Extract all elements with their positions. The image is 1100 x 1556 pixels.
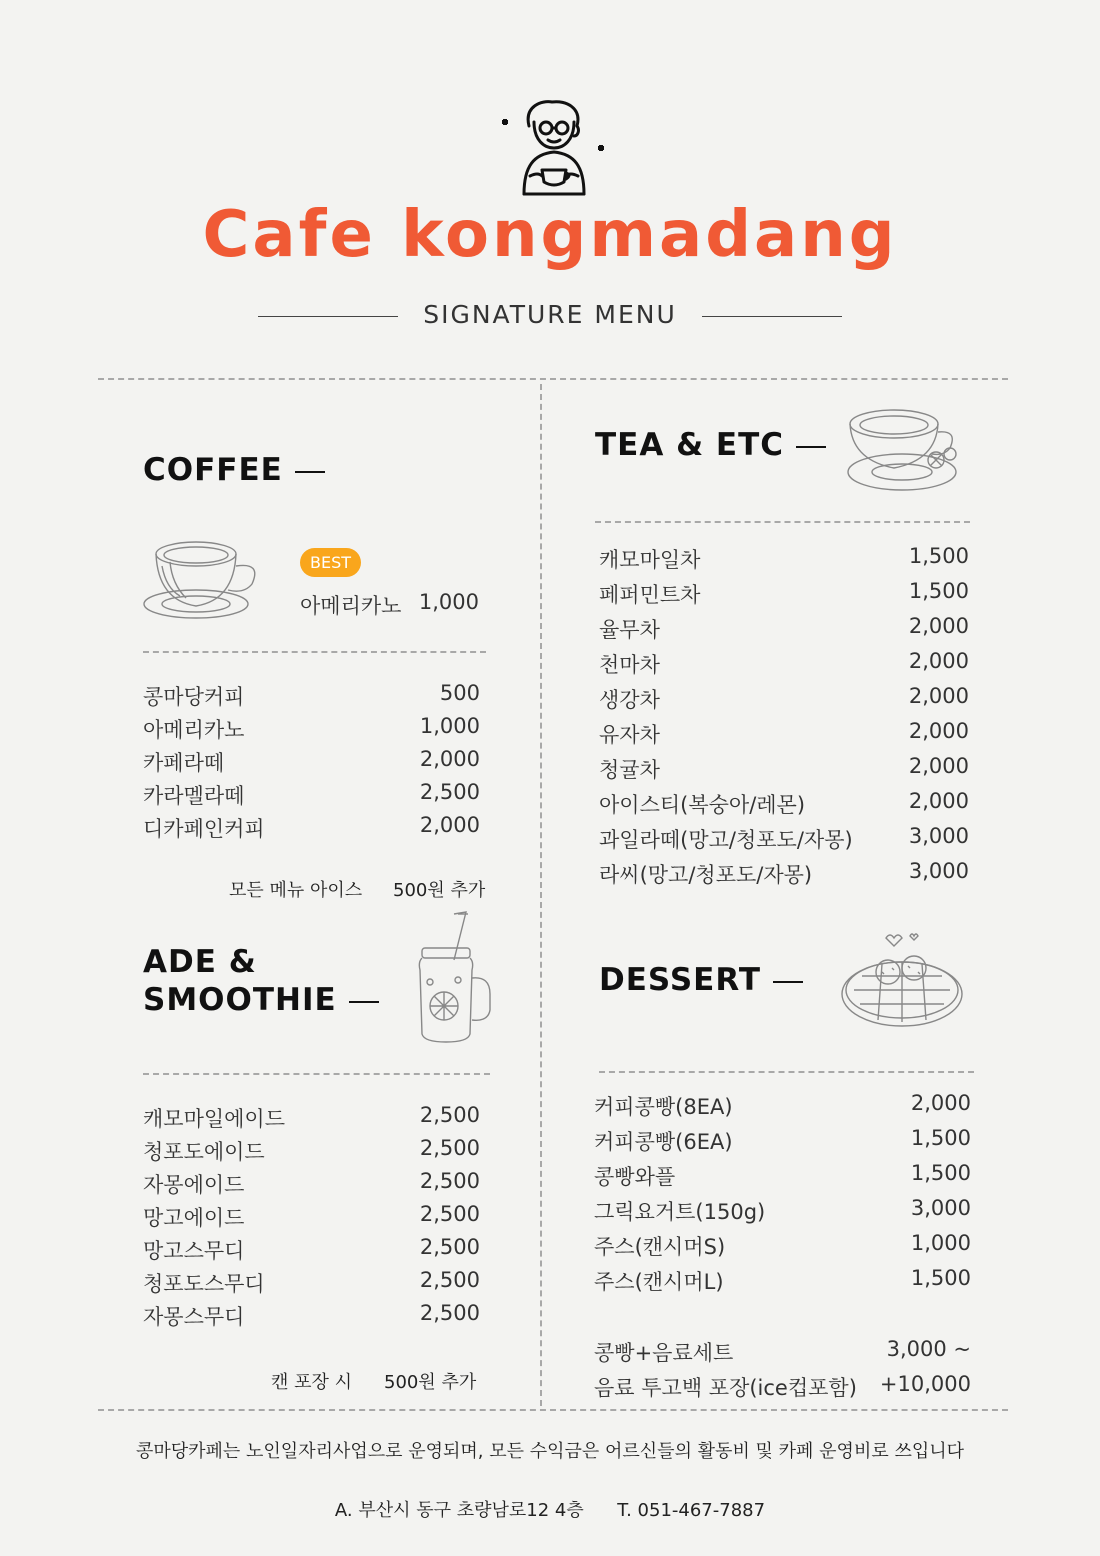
dessert-menu-list (594, 1091, 971, 1296)
item-price: 3,000 (908, 859, 969, 883)
item-name: 디카페인커피 (143, 817, 265, 841)
item-name: 청귤차 (599, 758, 660, 782)
item-name: 청포도에이드 (143, 1140, 265, 1164)
item-price: 1,000 (419, 714, 480, 738)
coffee-title-text: COFFEE (143, 452, 283, 488)
tea-section-title (595, 426, 826, 464)
item-price: 2,000 (908, 719, 969, 743)
item-name: 콩빵와플 (594, 1165, 676, 1189)
list-item (143, 681, 480, 711)
footer-address: A. 부산시 동구 초량남로12 4층 (334, 1500, 584, 1521)
item-name: 망고스무디 (143, 1239, 245, 1263)
item-price: 3,000 (908, 824, 969, 848)
ade-note-label: 캔 포장 시 (271, 1372, 352, 1393)
item-price: 1,000 (910, 1231, 971, 1255)
title-dash (796, 446, 826, 448)
tea-divider (595, 521, 970, 523)
list-item (599, 649, 969, 679)
list-item (599, 684, 969, 714)
item-name: 과일라떼(망고/청포도/자몽) (599, 828, 853, 852)
item-name: 그릭요거트(150g) (594, 1200, 766, 1224)
center-dashed-divider (540, 384, 542, 1406)
list-item (143, 813, 480, 843)
item-price: 3,000 ~ (886, 1337, 971, 1361)
title-dash (295, 471, 325, 473)
best-item (300, 590, 479, 620)
dessert-title-text: DESSERT (599, 962, 761, 998)
item-price: 2,000 (908, 684, 969, 708)
ade-divider (143, 1073, 490, 1075)
item-name: 콩마당커피 (143, 685, 245, 709)
list-item (599, 614, 969, 644)
list-item (143, 747, 480, 777)
list-item (143, 780, 480, 810)
list-item (143, 1169, 480, 1199)
item-price: +10,000 (879, 1372, 971, 1396)
list-item (594, 1372, 971, 1402)
dessert-divider (599, 1071, 974, 1073)
list-item (594, 1091, 971, 1121)
ade-title-line1: ADE & (143, 944, 257, 980)
tea-title-text: TEA & ETC (595, 427, 785, 463)
list-item (599, 824, 969, 854)
item-price: 2,500 (419, 1202, 480, 1226)
list-item (594, 1196, 971, 1226)
coffee-section-title (143, 451, 325, 489)
item-price: 2,500 (419, 780, 480, 804)
list-item (599, 544, 969, 574)
ade-note-value: 500원 추가 (384, 1372, 477, 1393)
item-price: 2,000 (419, 747, 480, 771)
item-name: 카라멜라떼 (143, 784, 245, 808)
item-price: 2,000 (910, 1091, 971, 1115)
waffle-illustration (838, 928, 966, 1032)
list-item (599, 579, 969, 609)
item-price: 2,500 (419, 1169, 480, 1193)
item-name: 음료 투고백 포장(ice컵포함) (594, 1376, 857, 1400)
divider (702, 316, 842, 317)
item-price: 1,500 (908, 544, 969, 568)
item-name: 생강차 (599, 688, 660, 712)
list-item (143, 1136, 480, 1166)
list-item (594, 1231, 971, 1261)
item-price: 3,000 (910, 1196, 971, 1220)
list-item (594, 1126, 971, 1156)
coffee-note-label: 모든 메뉴 아이스 (229, 880, 363, 901)
list-item (594, 1161, 971, 1191)
footer-phone: T. 051-467-7887 (617, 1500, 766, 1521)
item-name: 페퍼민트차 (599, 583, 701, 607)
list-item (599, 719, 969, 749)
item-price: 2,000 (908, 649, 969, 673)
list-item (599, 859, 969, 889)
top-dashed-divider (98, 378, 1008, 380)
item-price: 2,500 (419, 1103, 480, 1127)
item-price: 2,000 (419, 813, 480, 837)
item-price: 2,500 (419, 1235, 480, 1259)
item-name: 망고에이드 (143, 1206, 245, 1230)
footer-notice: 콩마당카페는 노인일자리사업으로 운영되며, 모든 수익금은 어르신들의 활동비 및 카페 운영비로 쓰입니다 (135, 1441, 964, 1462)
tea-menu-list (599, 544, 969, 889)
item-price: 2,500 (419, 1301, 480, 1325)
subtitle: SIGNATURE MENU (423, 300, 677, 329)
item-name: 캐모마일에이드 (143, 1107, 286, 1131)
item-name: 주스(캔시머L) (594, 1270, 724, 1294)
list-item (594, 1266, 971, 1296)
list-item (599, 754, 969, 784)
item-name: 아이스티(복숭아/레몬) (599, 793, 806, 817)
item-name: 주스(캔시머S) (594, 1235, 726, 1259)
item-name: 아메리카노 (143, 718, 245, 742)
coffee-note-value: 500원 추가 (393, 880, 486, 901)
brand-title: Cafe kongmadang (202, 198, 898, 272)
ade-menu-list (143, 1103, 480, 1334)
item-price: 2,500 (419, 1136, 480, 1160)
dessert-section-title (599, 961, 803, 999)
coffee-cup-illustration (140, 532, 264, 624)
list-item (143, 1202, 480, 1232)
item-name: 카페라떼 (143, 751, 225, 775)
item-name: 커피콩빵(6EA) (594, 1130, 733, 1154)
item-price: 1,500 (910, 1266, 971, 1290)
bottom-dashed-divider (98, 1409, 1008, 1411)
item-price: 500 (439, 681, 480, 705)
ade-section-title (143, 943, 379, 1019)
footer-contact (0, 1496, 1100, 1522)
item-price: 2,000 (908, 754, 969, 778)
item-name: 율무차 (599, 618, 660, 642)
list-item (599, 789, 969, 819)
list-item (143, 1301, 480, 1331)
smoothie-jar-illustration (414, 910, 494, 1046)
best-item-name: 아메리카노 (300, 594, 402, 618)
item-price: 2,000 (908, 789, 969, 813)
item-name: 캐모마일차 (599, 548, 701, 572)
grandmother-with-cup-icon (494, 96, 614, 200)
item-name: 청포도스무디 (143, 1272, 265, 1296)
title-dash (349, 1001, 379, 1003)
list-item (143, 1235, 480, 1265)
subtitle-row (258, 298, 842, 334)
list-item (594, 1337, 971, 1367)
item-name: 자몽스무디 (143, 1305, 245, 1329)
item-name: 유자차 (599, 723, 660, 747)
item-price: 2,500 (419, 1268, 480, 1292)
list-item (143, 1103, 480, 1133)
title-dash (773, 981, 803, 983)
coffee-menu-list (143, 681, 480, 846)
ade-title-line2: SMOOTHIE (143, 982, 337, 1018)
item-name: 커피콩빵(8EA) (594, 1095, 733, 1119)
coffee-divider (143, 651, 486, 653)
item-price: 1,500 (908, 579, 969, 603)
item-price: 1,500 (910, 1126, 971, 1150)
list-item (143, 1268, 480, 1298)
tea-cup-illustration (846, 404, 964, 496)
item-price: 1,500 (910, 1161, 971, 1185)
best-item-price: 1,000 (418, 590, 479, 614)
item-name: 자몽에이드 (143, 1173, 245, 1197)
best-badge: BEST (300, 548, 361, 577)
item-name: 콩빵+음료세트 (594, 1341, 734, 1365)
list-item (143, 714, 480, 744)
item-name: 천마차 (599, 653, 660, 677)
dessert-extras-list (594, 1337, 971, 1402)
item-name: 라씨(망고/청포도/자몽) (599, 863, 813, 887)
item-price: 2,000 (908, 614, 969, 638)
